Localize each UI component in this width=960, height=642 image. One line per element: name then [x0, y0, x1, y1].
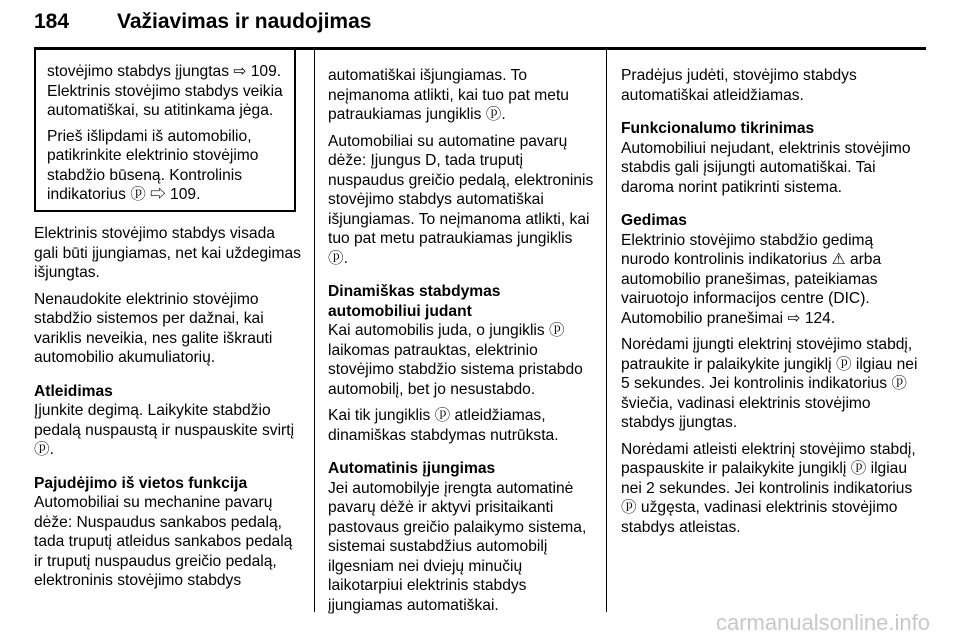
paragraph: Jei automobilyje įrengta automatinė pavarų dėžė ir aktyvi prisitaikanti pastovaus greičio palaikymo sistema, sistemai sustabdžius automobilį ilgesniam nei dviejų minučių laikotarpiui elektrinis stabdys įjungiamas automatiškai. — [328, 479, 587, 614]
section-heading-fault: Gedimas — [621, 212, 687, 229]
section-heading-function-check: Funkcionalumo tikrinimas — [621, 120, 815, 137]
section-heading-start-assist: Pajudėjimo iš vietos funkcija — [34, 474, 248, 492]
paragraph: Kai automobilis juda, o jungiklis ⓟ laikomas patrauktas, elektrinio stovėjimo stabdžio sistema pristabdo automobilį, bet jo nesustabdo. — [328, 322, 583, 398]
paragraph: Elektrinis stovėjimo stabdys visada gali būti įjungiamas, net kai uždegimas išjungtas. — [34, 225, 301, 281]
column-divider-2 — [606, 48, 607, 612]
paragraph: Elektrinio stovėjimo stabdžio gedimą nurodo kontrolinis indikatorius ⚠ arba automobilio pranešimas, pateikiamas vairuotojo informacijos centre (DIC). Automobilio pranešimai ⇨ 124. — [621, 231, 882, 327]
paragraph: Norėdami atleisti elektrinį stovėjimo stabdį, paspauskite ir palaikykite jungiklį ⓟ ilgiau nei 2 sekundes. Jei kontrolinis indikatorius ⓟ užgęsta, vadinasi elektrinis stovėjimo stabdys atleistas. — [621, 440, 916, 536]
column-1 — [34, 224, 302, 598]
page-header — [34, 10, 926, 46]
page-title: Važiavimas ir naudojimas — [117, 10, 372, 33]
column-3 — [621, 66, 921, 544]
paragraph: Automobiliui nejudant, elektrinis stovėjimo stabdis gali įsijungti automatiškai. Tai daroma norint patikrinti sistema. — [621, 139, 911, 196]
section-heading-release: Atleidimas — [34, 382, 113, 400]
watermark: carmanualsonline.info — [715, 610, 930, 635]
section-heading-auto-apply: Automatinis įjungimas — [328, 460, 496, 477]
paragraph: Nenaudokite elektrinio stovėjimo stabdžio sistemos per dažnai, kai variklis neveikia, nes galite iškrauti automobilio akumuliatorių. — [34, 290, 273, 366]
notice-text-1: stovėjimo stabdys įjungtas ⇨ 109. Elektrinis stovėjimo stabdys veikia automatiškai, su atitinkama jėga. — [47, 63, 283, 119]
page-number: 184 — [34, 10, 70, 33]
notice-box — [34, 48, 296, 212]
paragraph: Norėdami įjungti elektrinį stovėjimo stabdį, patraukite ir palaikykite jungiklį ⓟ ilgiau nei 5 sekundes. Jei kontrolinis indikatorius ⓟ šviečia, vadinasi elektrinis stovėjimo stabdys įjungtas. — [621, 336, 918, 431]
paragraph: Automobiliai su automatine pavarų dėže: Įjungus D, tada truputį nuspaudus greičio pedalą, elektroninis stovėjimo stabdys automatiškai išjungiamas. To neįmanoma atlikti, kai tuo pat metu patraukiamas jungiklis ⓟ. — [328, 132, 594, 267]
section-heading-dynamic-braking: Dinamiškas stabdymas automobiliui judant — [328, 283, 501, 320]
paragraph: automatiškai išjungiamas. To neįmanoma atlikti, kai tuo pat metu patraukiamas jungiklis ⓟ. — [328, 67, 569, 123]
column-divider-1 — [314, 48, 315, 612]
notice-text-2: Prieš išlipdami iš automobilio, patikrinkite elektrinio stovėjimo stabdžio būseną. Kontrolinis indikatorius ⓟ ⇨ 109. — [47, 127, 259, 203]
column-2 — [328, 66, 596, 622]
paragraph: Automobiliai su mechanine pavarų dėže: Nuspaudus sankabos pedalą, tada truputį atleidus sankabos pedalą ir truputį nuspaudus greičio pedalą, elektroninis stovėjimo stabdys — [34, 494, 293, 589]
paragraph: Pradėjus judėti, stovėjimo stabdys automatiškai atleidžiamas. — [621, 67, 857, 104]
paragraph: Įjunkite degimą. Laikykite stabdžio pedalą nuspaustą ir nuspauskite svirtį ⓟ. — [34, 402, 295, 458]
paragraph: Kai tik jungiklis ⓟ atleidžiamas, dinamiškas stabdymas nutrūksta. — [328, 407, 559, 444]
